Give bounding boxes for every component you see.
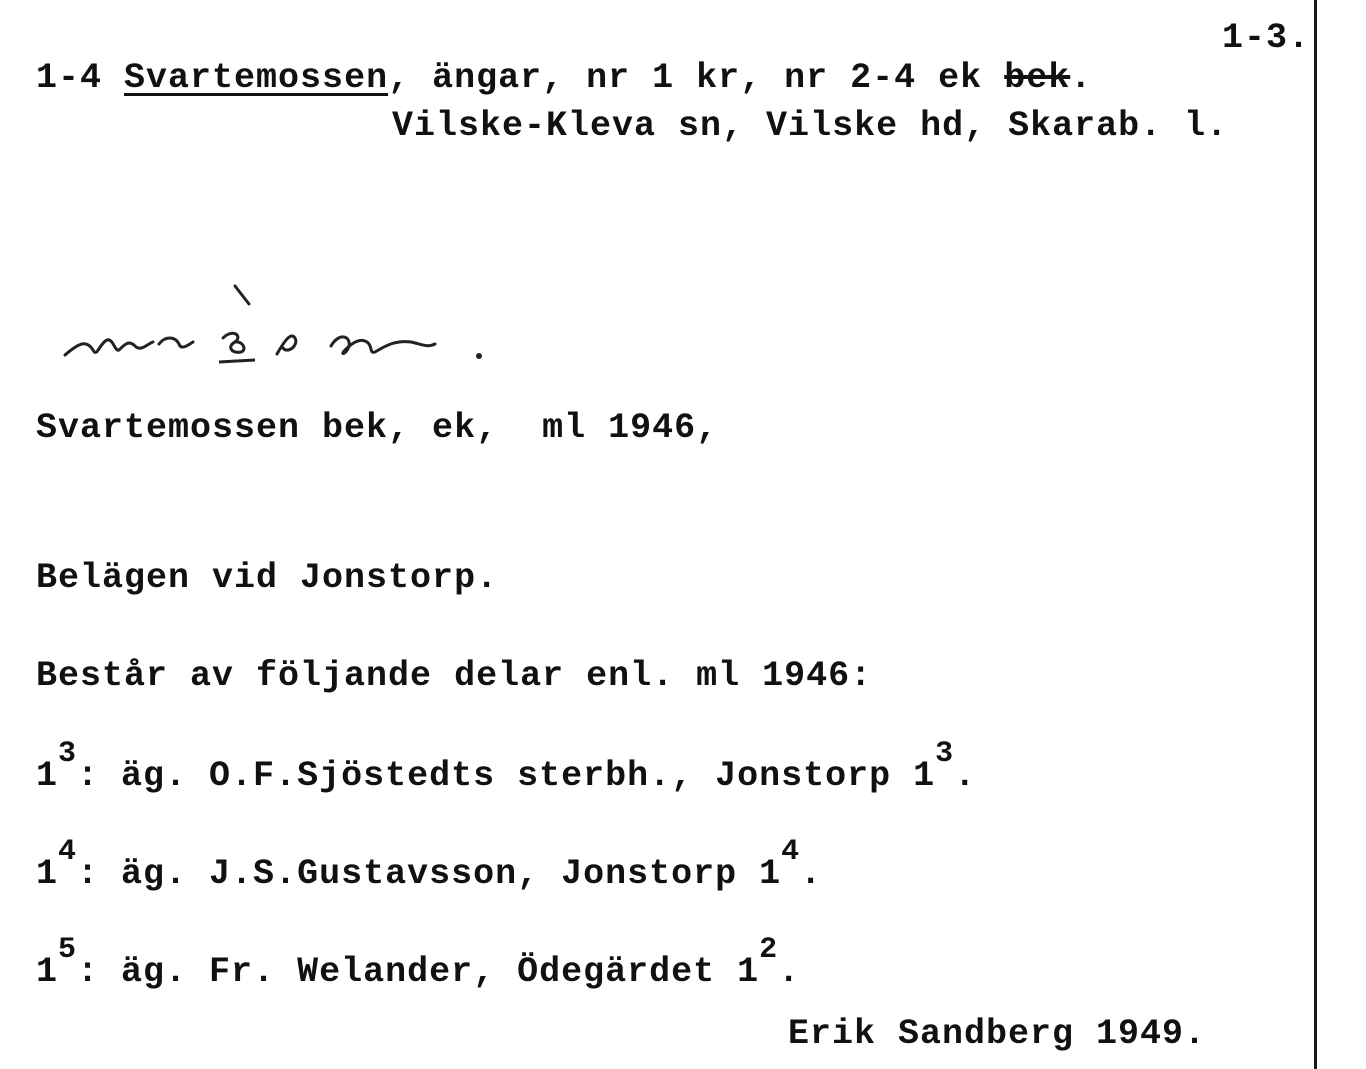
card-ref-number: 1-3.	[1222, 18, 1311, 58]
part-text: : äg. J.S.Gustavsson, Jonstorp 1	[77, 854, 782, 894]
card-heading	[36, 58, 1092, 98]
part-superscript: 4	[58, 835, 78, 869]
location-line: Vilske-Kleva sn, Vilske hd, Skarab. l.	[392, 106, 1229, 146]
part-line	[36, 933, 801, 994]
heading-number: 1-4	[36, 58, 103, 98]
part-text: : äg. O.F.Sjöstedts sterbh., Jonstorp 1	[77, 756, 936, 796]
heading-name: Svartemossen	[124, 58, 389, 98]
signature: Erik Sandberg 1949.	[788, 1014, 1207, 1054]
part-number: 1	[36, 952, 59, 992]
part-superscript: 5	[58, 933, 78, 967]
part-number: 1	[36, 756, 59, 796]
parts-intro-line: Består av följande delar enl. ml 1946:	[36, 656, 873, 696]
part-end: .	[954, 756, 977, 796]
part-ref-superscript: 3	[935, 737, 955, 771]
heading-desc: , ängar, nr 1 kr, nr 2-4 ek	[388, 58, 1005, 98]
part-number: 1	[36, 854, 59, 894]
heading-struck-word: bek	[1004, 58, 1071, 98]
card-edge-line	[1314, 0, 1317, 1069]
location-description-line: Belägen vid Jonstorp.	[36, 558, 499, 598]
part-line	[36, 835, 823, 896]
part-ref-superscript: 4	[781, 835, 801, 869]
heading-desc-end: .	[1070, 58, 1093, 98]
part-text: : äg. Fr. Welander, Ödegärdet 1	[77, 952, 760, 992]
part-end: .	[778, 952, 801, 992]
part-ref-superscript: 2	[759, 933, 779, 967]
part-line	[36, 737, 977, 798]
ml-line: Svartemossen bek, ek, ml 1946,	[36, 408, 719, 448]
handwritten-note	[55, 280, 505, 380]
part-end: .	[800, 854, 823, 894]
part-superscript: 3	[58, 737, 78, 771]
